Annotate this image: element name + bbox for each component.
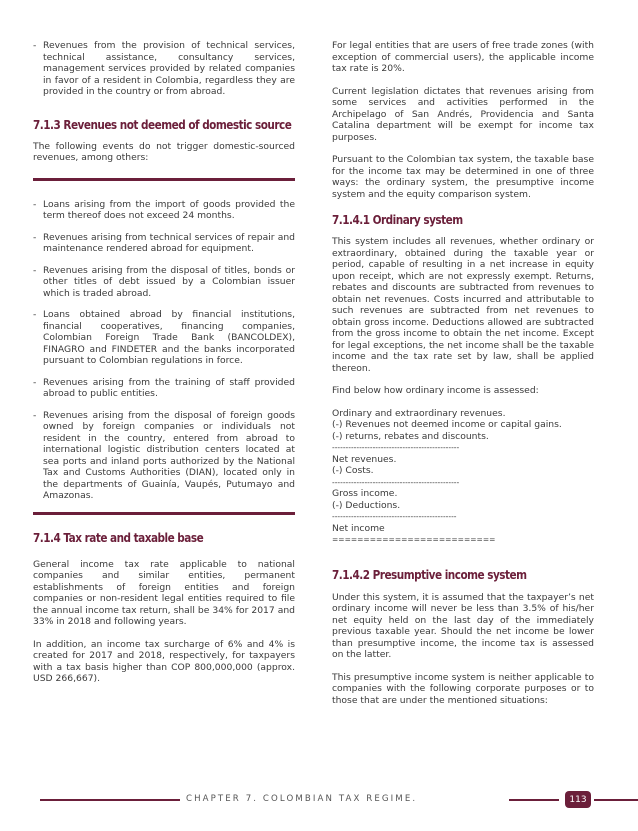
paragraph: Current legislation dictates that revenues arising from some services and activities performed in the Archipelago of San Andrés, Providencia and Santa Catalina department will be exempt for income tax purposes. — [332, 85, 594, 143]
list-item: - Revenues from the provision of technical services, technical assistance, consultancy services, management services provided by related companies in favor of a resident in Colombia, regardless they are provided in the country or from abroad. — [33, 40, 295, 97]
footer-rule-left — [40, 799, 180, 801]
ledger-line: Net income — [332, 522, 385, 534]
ledger-total-rule: ========================== — [332, 535, 496, 544]
list-item: - Revenues arising from technical services of repair and maintenance rendered abroad for equipment. — [33, 231, 295, 254]
paragraph: Pursuant to the Colombian tax system, the taxable base for the income tax may be determined in one of three ways: the ordinary system, the presumptive income system and the equity comparison system. — [332, 154, 594, 200]
section-heading-7-1-4-2: 7.1.4.2 Presumptive income system — [332, 567, 527, 582]
page-number-badge: 113 — [565, 791, 591, 808]
list-item: - Loans obtained abroad by financial institutions, financial cooperatives, financing companies, Colombian Foreign Trade Bank (BANCOLDEX), FINAGRO and FINDETER and the banks incorporated pursuant to Colombian regulations in force. — [33, 309, 295, 366]
ledger-separator: ----------------------------------------------- — [332, 443, 460, 452]
left-column — [33, 40, 295, 685]
ledger-line: Ordinary and extraordinary revenues. — [332, 407, 506, 419]
paragraph: This presumptive income system is neither applicable to companies with the following corporate purposes or to those that are under the mentioned situations: — [332, 671, 594, 706]
paragraph: Under this system, it is assumed that the taxpayer’s net ordinary income will never be less than 3.5% of his/her net equity held on the last day of the immediately previous taxable year. Should the net income be lower than presumptive income, the income tax is assessed on the latter. — [332, 591, 594, 660]
section-heading-7-1-4: 7.1.4 Tax rate and taxable base — [33, 530, 204, 545]
list-item-text: Revenues arising from the training of staff provided abroad to public entities. — [43, 376, 295, 399]
list-item-text: Revenues arising from technical services of repair and maintenance rendered abroad for equipment. — [43, 231, 295, 254]
list-item: - Revenues arising from the disposal of foreign goods owned by foreign companies or individuals not resident in the country, entered from abroad to international logistic distribution centers located at sea ports and inland ports authorized by the National Tax and Customs Authorities (DIAN), located only in the departments of Guainía, Vaupés, Putumayo and Amazonas. — [33, 409, 295, 501]
ledger-line: (-) Revenues not deemed income or capital gains. — [332, 419, 562, 430]
list-item-text: Revenues arising from the disposal of foreign goods owned by foreign companies or individuals not resident in the country, entered from abroad to international logistic distribution centers located at sea ports and inland ports authorized by the National Tax and Customs Authorities (DIAN), located only in the departments of Guainía, Vaupés, Putumayo and Amazonas. — [43, 409, 295, 501]
paragraph: The following events do not trigger domestic-sourced revenues, among others: — [33, 140, 295, 163]
paragraph: This system includes all revenues, whether ordinary or extraordinary, obtained during the taxable year or period, capable of resulting in a net increase in equity upon receipt, which are not expressly exempt. Returns, rebates and discounts are subtracted from revenues to obtain net revenues. Costs incurred and attributable to such revenues are subtracted from net revenues to obtain gross income. Deductions allowed are subtracted from the gross income to obtain the net income. Except for legal exceptions, the net income shall be the taxable income and the tax rate set by law, shall be applied thereon. — [332, 236, 594, 374]
ledger-separator: ----------------------------------------------- — [332, 477, 460, 487]
list-item-text: Loans obtained abroad by financial institutions, financial cooperatives, financing companies, Colombian Foreign Trade Bank (BANCOLDEX), FINAGRO and FINDETER and the banks incorporated pursuant to Colombian regulations in force. — [43, 309, 295, 366]
list-item-text: Revenues arising from the disposal of titles, bonds or other titles of debt issued by a Colombian issuer which is traded abroad. — [43, 264, 295, 299]
right-column — [332, 40, 594, 706]
section-heading-7-1-3: 7.1.3 Revenues not deemed of domestic source — [33, 117, 292, 132]
list-item: - Loans arising from the import of goods provided the term thereof does not exceed 24 months. — [33, 198, 295, 221]
ledger-line: (-) Deductions. — [332, 499, 401, 511]
paragraph: General income tax rate applicable to national companies and similar entities, permanent establishments of foreign entities and foreign companies or non-resident legal entities required to file the annual income tax return, shall be 34% for 2017 and 33% in 2018 and following years. — [33, 558, 295, 627]
income-ledger — [332, 408, 594, 546]
list-item: - Revenues arising from the disposal of titles, bonds or other titles of debt issued by a Colombian issuer which is traded abroad. — [33, 264, 295, 299]
ledger-line: (-) Costs. — [332, 465, 374, 476]
ledger-line: (-) returns, rebates and discounts. — [332, 430, 489, 442]
ledger-line: Gross income. — [332, 488, 398, 499]
list-item-text: Loans arising from the import of goods provided the term thereof does not exceed 24 months. — [43, 198, 295, 221]
footer-rule-far-right — [594, 799, 638, 801]
footer-rule-right — [509, 799, 559, 801]
section-heading-7-1-4-1: 7.1.4.1 Ordinary system — [332, 213, 463, 227]
paragraph: In addition, an income tax surcharge of 6% and 4% is created for 2017 and 2018, respectively, for taxpayers with a tax basis higher than COP 800,000,000 (approx. USD 266,667). — [33, 638, 295, 684]
ledger-line: Net revenues. — [332, 453, 397, 465]
paragraph: For legal entities that are users of free trade zones (with exception of commercial users), the applicable income tax rate is 20%. — [332, 40, 594, 74]
chapter-title: CHAPTER 7. COLOMBIAN TAX REGIME. — [186, 794, 418, 804]
paragraph: Find below how ordinary income is assessed: — [332, 385, 539, 396]
list-item-text: Revenues from the provision of technical services, technical assistance, consultancy services, management services provided by related companies in favor of a resident in Colombia, regardless they are provided in the country or from abroad. — [43, 40, 295, 97]
ledger-separator: ---------------------------------------------- — [332, 512, 457, 521]
list-item: - Revenues arising from the training of staff provided abroad to public entities. — [33, 376, 295, 399]
